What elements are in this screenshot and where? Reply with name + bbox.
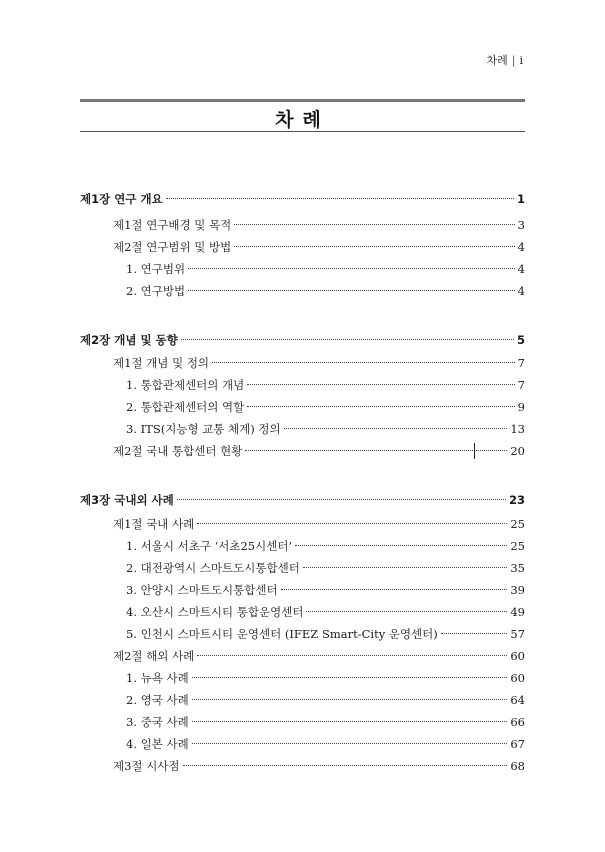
toc-section-3-3[interactable] — [113, 758, 525, 774]
toc-leader — [295, 545, 507, 546]
toc-item-3-1-2[interactable] — [126, 560, 525, 576]
toc-section-2-2[interactable] — [113, 443, 525, 459]
toc-label: 3. 안양시 스마트도시통합센터 — [126, 583, 278, 597]
toc-leader — [441, 633, 508, 634]
toc-label: 제2절 국내 통합센터 현황 — [113, 444, 243, 458]
toc-item-3-1-1[interactable] — [126, 538, 525, 554]
toc-item-2-1-3[interactable] — [126, 421, 525, 437]
toc-label: 2. 통합관제센터의 역할 — [126, 400, 245, 414]
toc-label: 제1절 연구배경 및 목적 — [113, 218, 232, 232]
title-rule-bottom — [80, 131, 525, 132]
toc-label: 4. 오산시 스마트시티 통합운영센터 — [126, 605, 304, 619]
toc-item-1-2-1[interactable] — [126, 261, 525, 277]
toc-leader — [192, 699, 508, 700]
toc-section-3-2[interactable] — [113, 648, 525, 664]
toc-page-number: 57 — [510, 627, 525, 641]
toc-leader — [247, 406, 514, 407]
running-head-page-number: i — [519, 54, 523, 67]
page-title: 차례 — [275, 109, 330, 131]
toc-label: 5. 인천시 스마트시티 운영센터 (IFEZ Smart-City 운영센터) — [126, 627, 438, 641]
toc-leader — [188, 290, 515, 291]
toc-label: 1. 뉴욕 사례 — [126, 671, 189, 685]
toc-label: 제1절 개념 및 정의 — [113, 356, 210, 370]
toc-item-2-1-2[interactable] — [126, 399, 525, 415]
toc-label: 제2절 해외 사례 — [113, 649, 195, 663]
toc-label: 1. 서울시 서초구 ‘서초25시센터’ — [126, 539, 293, 553]
toc-leader — [281, 589, 508, 590]
toc-leader — [212, 362, 515, 363]
toc-page-number: 35 — [510, 561, 525, 575]
toc-page-number: 68 — [510, 759, 525, 773]
toc-page-number: 5 — [516, 333, 525, 347]
toc-leader — [183, 765, 508, 766]
toc-label: 제3장 국내외 사례 — [80, 493, 174, 507]
toc-page-number: 1 — [516, 192, 525, 206]
toc-page-number: 7 — [517, 356, 525, 370]
toc-label: 3. 중국 사례 — [126, 715, 189, 729]
toc-item-1-2-2[interactable] — [126, 283, 525, 299]
toc-page-number: 3 — [517, 218, 525, 232]
toc-leader — [197, 523, 507, 524]
toc-leader — [197, 655, 507, 656]
toc-leader — [234, 224, 514, 225]
toc-leader — [181, 339, 514, 340]
toc-item-3-1-5[interactable] — [126, 626, 525, 642]
toc-leader — [192, 677, 508, 678]
toc-chapter-1[interactable] — [80, 191, 525, 207]
toc-page-number: 4 — [517, 262, 525, 276]
toc-page-number: 7 — [517, 378, 525, 392]
text-cursor — [474, 443, 475, 459]
toc-page-number: 25 — [510, 539, 525, 553]
toc-item-2-1-1[interactable] — [126, 377, 525, 393]
toc-page-number: 4 — [517, 240, 525, 254]
toc-section-2-1[interactable] — [113, 355, 525, 371]
toc-label: 2. 대전광역시 스마트도시통합센터 — [126, 561, 300, 575]
toc-page-number: 67 — [510, 737, 525, 751]
toc-page-number: 13 — [510, 422, 525, 436]
toc-page-number: 39 — [510, 583, 525, 597]
toc-page-number: 20 — [510, 444, 525, 458]
toc-chapter-2[interactable] — [80, 332, 525, 348]
toc-label: 제3절 시사점 — [113, 759, 180, 773]
toc-label: 2. 영국 사례 — [126, 693, 189, 707]
toc-leader — [303, 567, 508, 568]
toc-leader — [177, 499, 506, 500]
toc-label: 제2장 개념 및 동향 — [80, 333, 178, 347]
toc-section-1-1[interactable] — [113, 217, 525, 233]
toc-section-3-1[interactable] — [113, 516, 525, 532]
toc-leader — [245, 450, 507, 451]
running-head — [486, 52, 523, 68]
toc-label: 1. 통합관제센터의 개념 — [126, 378, 245, 392]
toc-label: 1. 연구범위 — [126, 262, 186, 276]
toc-page-number: 25 — [510, 517, 525, 531]
toc-page-number: 9 — [517, 400, 525, 414]
toc-item-3-2-3[interactable] — [126, 714, 525, 730]
toc-label: 4. 일본 사례 — [126, 737, 189, 751]
toc-page-number: 64 — [510, 693, 525, 707]
toc-item-3-2-1[interactable] — [126, 670, 525, 686]
toc-page-number: 60 — [510, 671, 525, 685]
toc-label: 제1장 연구 개요 — [80, 192, 163, 206]
title-rule-top — [80, 99, 525, 102]
toc-page-number: 60 — [510, 649, 525, 663]
toc-item-3-2-2[interactable] — [126, 692, 525, 708]
toc-section-1-2[interactable] — [113, 239, 525, 255]
toc-label: 2. 연구방법 — [126, 284, 186, 298]
toc-item-3-1-3[interactable] — [126, 582, 525, 598]
toc-leader — [284, 428, 508, 429]
toc-label: 3. ITS(지능형 교통 체계) 정의 — [126, 422, 281, 436]
toc-item-3-1-4[interactable] — [126, 604, 525, 620]
toc-label: 제2절 연구범위 및 방법 — [113, 240, 232, 254]
toc-page-number: 23 — [508, 493, 525, 507]
toc-label: 제1절 국내 사례 — [113, 517, 195, 531]
toc-leader — [166, 198, 514, 199]
toc-leader — [234, 246, 514, 247]
running-head-section: 차례 — [486, 54, 508, 67]
toc-page-number: 66 — [510, 715, 525, 729]
toc-leader — [247, 384, 514, 385]
toc-item-3-2-4[interactable] — [126, 736, 525, 752]
toc-chapter-3[interactable] — [80, 492, 525, 508]
toc-page-number: 4 — [517, 284, 525, 298]
toc-leader — [306, 611, 507, 612]
toc-leader — [192, 721, 508, 722]
toc-leader — [192, 743, 508, 744]
running-head-separator: | — [511, 54, 516, 67]
toc-leader — [188, 268, 515, 269]
toc-page-number: 49 — [510, 605, 525, 619]
